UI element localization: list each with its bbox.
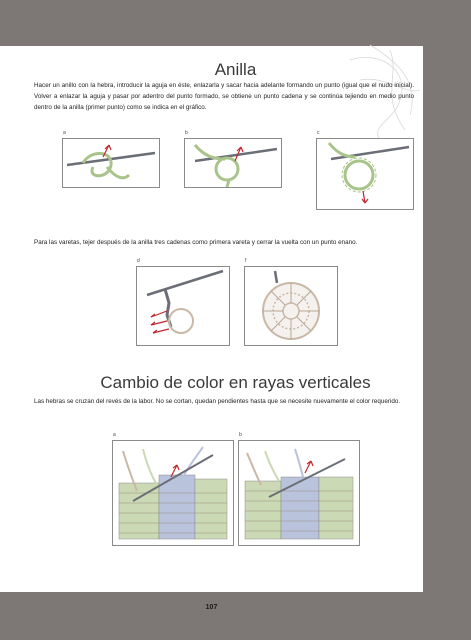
figure-b-row1 (184, 130, 282, 188)
figure-a-row3 (112, 432, 234, 546)
figure-b-row3 (238, 432, 360, 546)
figure-label: c (317, 130, 320, 136)
anilla-instructions: Hacer un anillo con la hebra, introducir la aguja en éste, enlazarla y sacar hacia adelante formando un punto (igual que el nudo inicial). Volver a enlazar la aguja y pasar por adentro del punto formado, se obtiene un punto cadena y se continúa tejiendo en medio punto dentro de la anilla (primer punto) como se indica en el gráfico. (34, 82, 414, 111)
figure-label: a (113, 432, 116, 438)
figure-label: b (185, 130, 188, 136)
figure-label: b (239, 432, 242, 438)
figure-label: d (137, 258, 140, 264)
figure-d-row2 (136, 258, 230, 346)
cambio-de-color-instructions: Las hebras se cruzan del revés de la labor. No se cortan, quedan pendientes hasta que se necesite nuevamente el color requerido. (34, 398, 401, 405)
right-band (423, 0, 471, 640)
section-title-cambio-de-color: Cambio de color en rayas verticales (100, 373, 371, 392)
page-number: 107 (205, 604, 218, 611)
varetas-instructions: Para las varetas, tejer después de la anilla tres cadenas como primera vareta y cerrar la vuelta con un punto enano. (34, 239, 358, 246)
figure-f-row2 (244, 258, 338, 346)
page-footer (0, 592, 423, 640)
figure-a-row1 (62, 130, 160, 188)
figure-label: a (63, 130, 66, 136)
figure-c-row1 (316, 130, 414, 210)
section-title-anilla: Anilla (214, 60, 257, 79)
figure-label: f (245, 258, 247, 264)
